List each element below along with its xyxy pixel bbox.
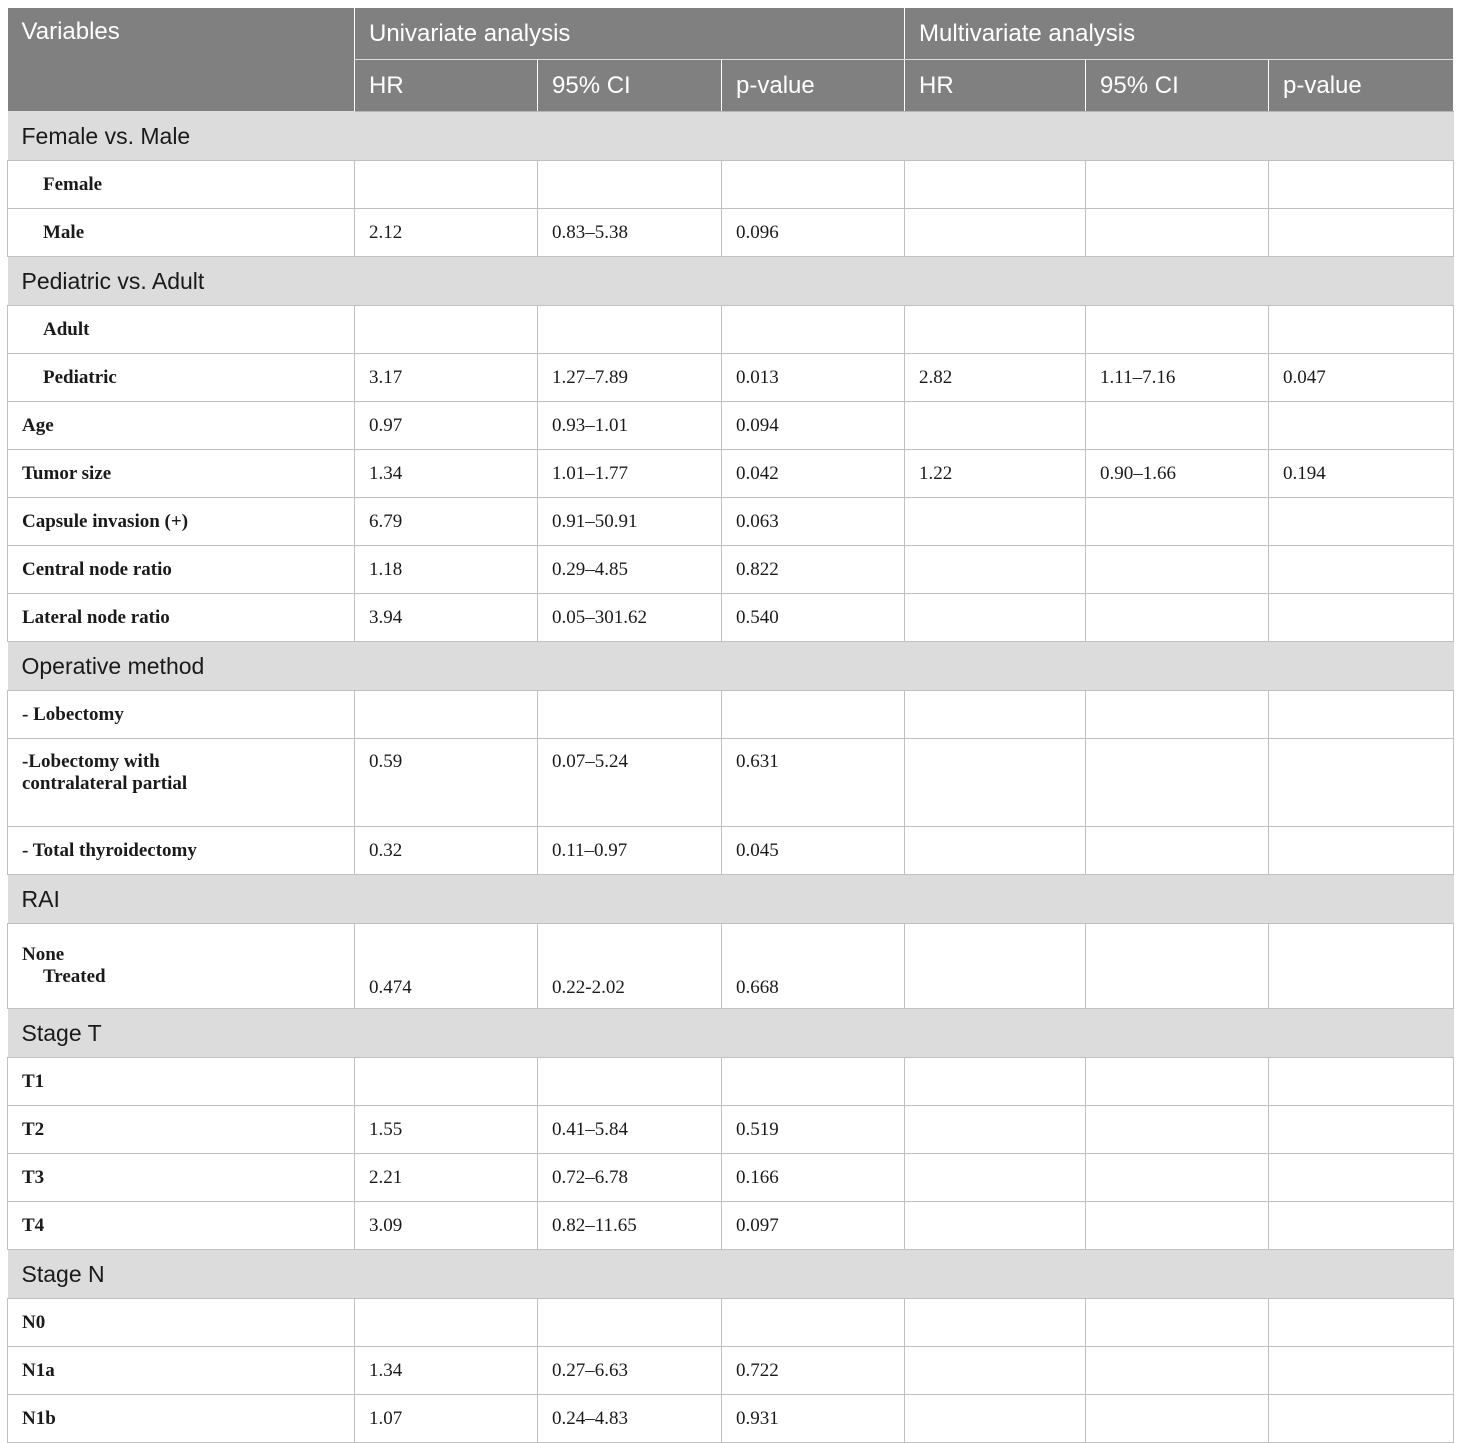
uni-hr-cell: 3.94 xyxy=(355,594,538,642)
table-row xyxy=(8,498,1454,546)
multi-hr-cell xyxy=(905,1106,1086,1154)
variable-label: Adult xyxy=(8,306,355,354)
variable-label: T4 xyxy=(8,1202,355,1250)
multi-p-cell xyxy=(1269,1154,1454,1202)
uni-ci-cell: 0.24–4.83 xyxy=(538,1395,722,1443)
table-body xyxy=(8,112,1454,1443)
uni-hr-cell xyxy=(355,1299,538,1347)
variable-label: T1 xyxy=(8,1058,355,1106)
multi-p-cell: 0.047 xyxy=(1269,354,1454,402)
uni-hr-cell: 1.18 xyxy=(355,546,538,594)
uni-p-cell xyxy=(722,1058,905,1106)
section-row xyxy=(8,1250,1454,1299)
multi-hr-cell xyxy=(905,306,1086,354)
uni-ci-cell xyxy=(538,161,722,209)
multi-hr-cell xyxy=(905,1202,1086,1250)
multi-p-cell xyxy=(1269,1106,1454,1154)
multivariate-header: Multivariate analysis xyxy=(905,8,1454,60)
table-row xyxy=(8,209,1454,257)
hazard-ratio-table xyxy=(7,8,1454,1443)
uni-ci-cell: 0.41–5.84 xyxy=(538,1106,722,1154)
multi-ci-cell xyxy=(1086,1058,1269,1106)
uni-p-cell xyxy=(722,1299,905,1347)
multi-ci-cell xyxy=(1086,209,1269,257)
multi-p-cell xyxy=(1269,402,1454,450)
uni-p-cell: 0.931 xyxy=(722,1395,905,1443)
uni-p-cell: 0.519 xyxy=(722,1106,905,1154)
multi-hr-cell xyxy=(905,1395,1086,1443)
uni-ci-cell: 1.27–7.89 xyxy=(538,354,722,402)
uni-ci-cell: 0.83–5.38 xyxy=(538,209,722,257)
uni-p-cell: 0.722 xyxy=(722,1347,905,1395)
multi-ci-cell xyxy=(1086,546,1269,594)
variable-label: - Lobectomy xyxy=(8,691,355,739)
table-row xyxy=(8,450,1454,498)
multi-hr-cell xyxy=(905,827,1086,875)
multi-p-cell xyxy=(1269,546,1454,594)
variable-label: Central node ratio xyxy=(8,546,355,594)
uni-p-cell: 0.042 xyxy=(722,450,905,498)
table-header xyxy=(8,8,1454,112)
variable-label-line1: None xyxy=(22,944,65,965)
uni-ci-cell: 1.01–1.77 xyxy=(538,450,722,498)
variable-label: Male xyxy=(8,209,355,257)
uni-p-cell xyxy=(722,161,905,209)
variable-label: Age xyxy=(8,402,355,450)
multi-hr-cell xyxy=(905,209,1086,257)
uni-hr-cell: 2.21 xyxy=(355,1154,538,1202)
uni-hr-cell: 1.55 xyxy=(355,1106,538,1154)
variable-label: N1a xyxy=(8,1347,355,1395)
variable-label: Capsule invasion (+) xyxy=(8,498,355,546)
variable-label xyxy=(8,924,355,1009)
uni-p-cell: 0.094 xyxy=(722,402,905,450)
uni-ci-cell xyxy=(538,1058,722,1106)
uni-hr-cell xyxy=(355,691,538,739)
multi-ci-cell xyxy=(1086,402,1269,450)
multi-hr-cell: 1.22 xyxy=(905,450,1086,498)
uni-p-cell: 0.013 xyxy=(722,354,905,402)
section-label: Pediatric vs. Adult xyxy=(8,257,1454,306)
uni-ci-cell: 0.82–11.65 xyxy=(538,1202,722,1250)
uni-p-cell: 0.096 xyxy=(722,209,905,257)
section-row xyxy=(8,1009,1454,1058)
variables-header: Variables xyxy=(8,8,355,112)
uni-hr-cell xyxy=(355,1058,538,1106)
uni-p-cell: 0.097 xyxy=(722,1202,905,1250)
multi-hr-cell xyxy=(905,739,1086,827)
table-row xyxy=(8,546,1454,594)
uni-p-cell: 0.631 xyxy=(722,739,905,827)
table-row xyxy=(8,306,1454,354)
table-row xyxy=(8,1299,1454,1347)
section-label: Stage N xyxy=(8,1250,1454,1299)
multi-ci-cell xyxy=(1086,827,1269,875)
multi-ci-header: 95% CI xyxy=(1086,60,1269,112)
uni-p-cell xyxy=(722,306,905,354)
uni-ci-cell: 0.93–1.01 xyxy=(538,402,722,450)
table-row xyxy=(8,739,1454,827)
uni-p-cell: 0.822 xyxy=(722,546,905,594)
multi-p-cell xyxy=(1269,827,1454,875)
uni-p-cell: 0.668 xyxy=(722,924,905,1009)
variable-label-line1: -Lobectomy with xyxy=(22,751,160,772)
multi-p-cell xyxy=(1269,161,1454,209)
table-row xyxy=(8,827,1454,875)
multi-hr-cell xyxy=(905,1058,1086,1106)
multi-p-cell xyxy=(1269,1202,1454,1250)
multi-p-cell xyxy=(1269,1347,1454,1395)
multi-hr-cell xyxy=(905,402,1086,450)
multi-hr-cell: 2.82 xyxy=(905,354,1086,402)
variable-label: Tumor size xyxy=(8,450,355,498)
uni-hr-cell: 0.474 xyxy=(355,924,538,1009)
section-label: Operative method xyxy=(8,642,1454,691)
uni-hr-cell: 6.79 xyxy=(355,498,538,546)
multi-hr-cell xyxy=(905,1299,1086,1347)
section-label: Female vs. Male xyxy=(8,112,1454,161)
multi-ci-cell xyxy=(1086,739,1269,827)
section-label: RAI xyxy=(8,875,1454,924)
uni-hr-cell: 3.09 xyxy=(355,1202,538,1250)
multi-hr-cell xyxy=(905,1347,1086,1395)
variable-label: - Total thyroidectomy xyxy=(8,827,355,875)
univariate-header: Univariate analysis xyxy=(355,8,905,60)
multi-ci-cell xyxy=(1086,1106,1269,1154)
variable-label: Female xyxy=(8,161,355,209)
uni-hr-cell: 0.59 xyxy=(355,739,538,827)
uni-ci-cell: 0.07–5.24 xyxy=(538,739,722,827)
uni-hr-cell: 1.34 xyxy=(355,1347,538,1395)
section-row xyxy=(8,875,1454,924)
uni-p-cell: 0.166 xyxy=(722,1154,905,1202)
uni-hr-cell: 0.97 xyxy=(355,402,538,450)
uni-ci-cell: 0.11–0.97 xyxy=(538,827,722,875)
multi-p-cell xyxy=(1269,691,1454,739)
uni-ci-header: 95% CI xyxy=(538,60,722,112)
uni-p-header: p-value xyxy=(722,60,905,112)
uni-hr-cell xyxy=(355,306,538,354)
uni-hr-cell: 1.34 xyxy=(355,450,538,498)
multi-ci-cell xyxy=(1086,1202,1269,1250)
variable-label: N1b xyxy=(8,1395,355,1443)
multi-p-cell xyxy=(1269,924,1454,1009)
multi-ci-cell xyxy=(1086,1347,1269,1395)
multi-ci-cell xyxy=(1086,594,1269,642)
table-row xyxy=(8,354,1454,402)
multi-p-header: p-value xyxy=(1269,60,1454,112)
uni-p-cell: 0.045 xyxy=(722,827,905,875)
section-row xyxy=(8,257,1454,306)
multi-hr-cell xyxy=(905,546,1086,594)
multi-p-cell xyxy=(1269,739,1454,827)
table-row xyxy=(8,1154,1454,1202)
multi-ci-cell xyxy=(1086,924,1269,1009)
uni-p-cell: 0.063 xyxy=(722,498,905,546)
table-row xyxy=(8,1347,1454,1395)
uni-hr-cell: 2.12 xyxy=(355,209,538,257)
multi-ci-cell xyxy=(1086,161,1269,209)
multi-ci-cell xyxy=(1086,306,1269,354)
variable-label: Lateral node ratio xyxy=(8,594,355,642)
multi-p-cell xyxy=(1269,306,1454,354)
uni-ci-cell xyxy=(538,1299,722,1347)
uni-ci-cell: 0.27–6.63 xyxy=(538,1347,722,1395)
uni-p-cell: 0.540 xyxy=(722,594,905,642)
multi-hr-cell xyxy=(905,691,1086,739)
multi-p-cell xyxy=(1269,498,1454,546)
variable-label-line2: contralateral partial xyxy=(22,773,188,794)
uni-hr-cell xyxy=(355,161,538,209)
multi-ci-cell xyxy=(1086,1395,1269,1443)
table-row xyxy=(8,1202,1454,1250)
multi-p-cell xyxy=(1269,1395,1454,1443)
uni-ci-cell xyxy=(538,306,722,354)
section-row xyxy=(8,112,1454,161)
section-label: Stage T xyxy=(8,1009,1454,1058)
uni-hr-header: HR xyxy=(355,60,538,112)
multi-ci-cell xyxy=(1086,691,1269,739)
uni-hr-cell: 1.07 xyxy=(355,1395,538,1443)
uni-ci-cell: 0.22-2.02 xyxy=(538,924,722,1009)
uni-ci-cell: 0.05–301.62 xyxy=(538,594,722,642)
multi-hr-cell xyxy=(905,498,1086,546)
table-row xyxy=(8,594,1454,642)
table-row xyxy=(8,1058,1454,1106)
variable-label xyxy=(8,739,355,827)
variable-label: T2 xyxy=(8,1106,355,1154)
uni-p-cell xyxy=(722,691,905,739)
variable-label: N0 xyxy=(8,1299,355,1347)
multi-ci-cell xyxy=(1086,1154,1269,1202)
table-row xyxy=(8,1106,1454,1154)
uni-ci-cell xyxy=(538,691,722,739)
table-row xyxy=(8,161,1454,209)
multi-p-cell: 0.194 xyxy=(1269,450,1454,498)
table-row xyxy=(8,402,1454,450)
multi-hr-header: HR xyxy=(905,60,1086,112)
multi-hr-cell xyxy=(905,1154,1086,1202)
variable-label: T3 xyxy=(8,1154,355,1202)
uni-hr-cell: 0.32 xyxy=(355,827,538,875)
uni-ci-cell: 0.91–50.91 xyxy=(538,498,722,546)
multi-p-cell xyxy=(1269,1299,1454,1347)
multi-ci-cell xyxy=(1086,498,1269,546)
uni-ci-cell: 0.72–6.78 xyxy=(538,1154,722,1202)
table-row xyxy=(8,691,1454,739)
multi-p-cell xyxy=(1269,1058,1454,1106)
multi-ci-cell xyxy=(1086,1299,1269,1347)
multi-ci-cell: 0.90–1.66 xyxy=(1086,450,1269,498)
table-row xyxy=(8,1395,1454,1443)
uni-ci-cell: 0.29–4.85 xyxy=(538,546,722,594)
multi-hr-cell xyxy=(905,924,1086,1009)
uni-hr-cell: 3.17 xyxy=(355,354,538,402)
multi-p-cell xyxy=(1269,594,1454,642)
multi-ci-cell: 1.11–7.16 xyxy=(1086,354,1269,402)
variable-label: Pediatric xyxy=(8,354,355,402)
multi-hr-cell xyxy=(905,161,1086,209)
table-row xyxy=(8,924,1454,1009)
variable-label-line2: Treated xyxy=(43,966,106,987)
section-row xyxy=(8,642,1454,691)
multi-p-cell xyxy=(1269,209,1454,257)
multi-hr-cell xyxy=(905,594,1086,642)
